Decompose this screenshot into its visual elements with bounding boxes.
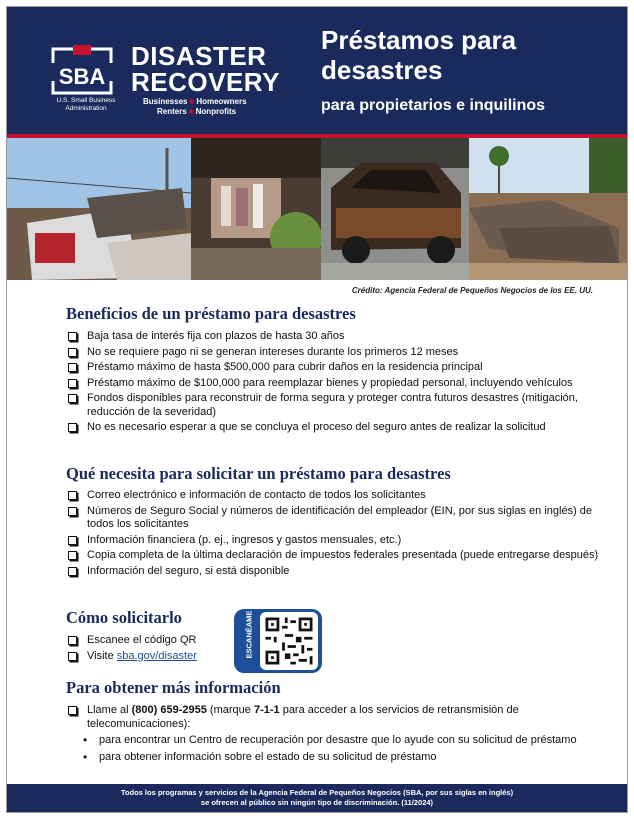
list-item: No es necesario esperar a que se concluya el proceso del seguro antes de realizar la solicitud bbox=[67, 421, 612, 435]
footer-line2: se ofrecen al público sin ningún tipo de discriminación. (11/2024) bbox=[200, 798, 434, 807]
requirements-heading: Qué necesita para solicitar un préstamo para desastres bbox=[66, 464, 451, 483]
phone-number[interactable]: (800) 659-2955 bbox=[131, 704, 207, 716]
qr-code-frame bbox=[260, 612, 318, 670]
visit-prefix: Visite bbox=[87, 649, 117, 662]
audience-tags bbox=[143, 97, 247, 117]
photo-collapsed-roof bbox=[469, 138, 627, 280]
list-item: • para obtener información sobre el estado de su solicitud de préstamo bbox=[67, 751, 597, 765]
list-item-scan-qr: Escanee el código QR bbox=[67, 634, 237, 648]
list-item: No se requiere pago ni se generan intereses durante los primeros 12 meses bbox=[67, 346, 612, 360]
list-item: Préstamo máximo de hasta $500,000 para cubrir daños en la residencia principal bbox=[67, 361, 612, 375]
page-title-line1: Préstamos para bbox=[321, 25, 517, 55]
call-prefix: Llame al bbox=[87, 704, 132, 716]
info-list bbox=[67, 704, 607, 733]
tag-renters: Renters bbox=[157, 107, 187, 116]
flyer-page bbox=[6, 6, 628, 813]
list-item-visit bbox=[67, 650, 237, 664]
photo-damaged-house bbox=[7, 138, 191, 280]
photo-credit: Crédito: Agencia Federal de Pequeños Negocios de los EE. UU. bbox=[351, 286, 593, 295]
apply-list bbox=[67, 634, 237, 665]
list-item: Fondos disponibles para reconstruir de forma segura y proteger contra futuros desastres (mitigación, reducción de la severidad) bbox=[67, 392, 612, 419]
bullet-dot-icon: ■ bbox=[189, 97, 195, 106]
list-item: Información financiera (p. ej., ingresos y gastos mensuales, etc.) bbox=[67, 534, 612, 548]
list-item: Información del seguro, si está disponible bbox=[67, 565, 612, 579]
program-title-line1: DISASTER bbox=[131, 41, 267, 71]
qr-scan-label: ESCANÉAME bbox=[244, 610, 254, 659]
program-title-line2: RECOVERY bbox=[131, 67, 280, 97]
requirements-list bbox=[67, 489, 612, 580]
agency-name: U.S. Small Business Administration bbox=[56, 97, 116, 112]
list-item: Números de Seguro Social y números de identificación del empleador (EIN, por sus siglas en inglés) de todos los solicitantes bbox=[67, 505, 612, 532]
page-subtitle: para propietarios e inquilinos bbox=[321, 97, 546, 114]
list-item: • para encontrar un Centro de recuperación por desastre que lo ayude con su solicitud de préstamo bbox=[67, 734, 597, 748]
apply-heading: Cómo solicitarlo bbox=[66, 608, 182, 627]
info-bullets bbox=[67, 734, 597, 767]
photo-burned-car bbox=[321, 138, 469, 280]
sba-disaster-link[interactable]: sba.gov/disaster bbox=[116, 649, 197, 662]
benefits-list bbox=[67, 330, 612, 437]
info-heading: Para obtener más información bbox=[66, 678, 281, 697]
bullet-dot-icon: ■ bbox=[188, 107, 194, 116]
photo-flood-interior bbox=[191, 138, 321, 280]
footer-line1: Todos los programas y servicios de la Agencia Federal de Pequeños Negocios (SBA, por sus siglas en inglés) bbox=[120, 788, 514, 797]
page-title-line2: desastres bbox=[321, 55, 443, 85]
benefits-heading: Beneficios de un préstamo para desastres bbox=[66, 304, 356, 323]
list-item-call bbox=[67, 704, 607, 731]
tag-businesses: Businesses bbox=[143, 97, 188, 106]
tag-homeowners: Homeowners bbox=[196, 97, 247, 106]
qr-code-icon[interactable] bbox=[260, 612, 318, 670]
disaster-photo-strip bbox=[7, 138, 627, 280]
qr-code-card[interactable] bbox=[234, 609, 322, 673]
sba-logo-text: SBA bbox=[58, 64, 106, 89]
list-item: Préstamo máximo de $100,000 para reemplazar bienes y propiedad personal, incluyendo vehículos bbox=[67, 377, 612, 391]
page-title bbox=[321, 25, 516, 85]
relay-number: 7-1-1 bbox=[253, 704, 280, 716]
call-suffix: para acceder a los servicios de retransmisión de telecomunicaciones): bbox=[87, 704, 519, 730]
list-item: Baja tasa de interés fija con plazos de hasta 30 años bbox=[67, 330, 612, 344]
footer-notice bbox=[67, 788, 567, 808]
tag-nonprofits: Nonprofits bbox=[195, 107, 237, 116]
program-title bbox=[131, 43, 280, 95]
list-item: Copia completa de la última declaración de impuestos federales presentada (puede entregarse después) bbox=[67, 549, 612, 563]
list-item: Correo electrónico e información de contacto de todos los solicitantes bbox=[67, 489, 612, 503]
call-mid: (marque bbox=[206, 704, 254, 716]
